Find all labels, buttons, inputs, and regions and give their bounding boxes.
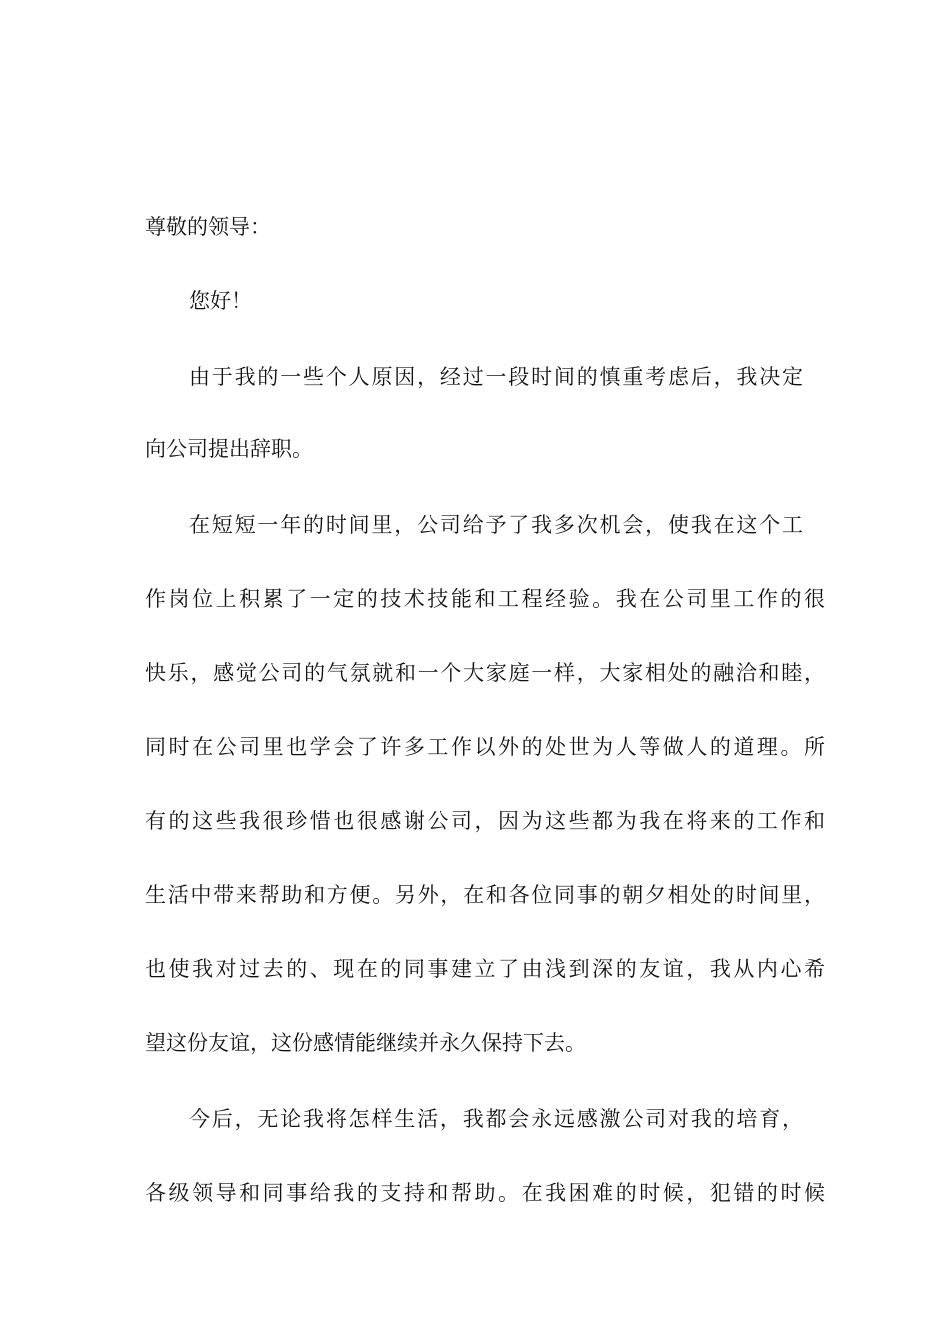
paragraph-line: 快乐，感觉公司的气氛就和一个大家庭一样，大家相处的融洽和睦，	[145, 661, 825, 685]
paragraph-line: 各级领导和同事给我的支持和帮助。在我困难的时候，犯错的时候	[145, 1181, 825, 1205]
paragraph-line: 生活中带来帮助和方便。另外，在和各位同事的朝夕相处的时间里，	[145, 883, 825, 907]
paragraph-line: 作岗位上积累了一定的技术技能和工程经验。我在公司里工作的很	[145, 587, 825, 611]
paragraph-line: 由于我的一些个人原因，经过一段时间的慎重考虑后，我决定	[189, 365, 803, 389]
greeting: 您好！	[189, 289, 252, 313]
paragraph-line: 向公司提出辞职。	[145, 437, 313, 461]
paragraph-line: 今后，无论我将怎样生活，我都会永远感激公司对我的培育，	[189, 1107, 803, 1131]
paragraph-line: 在短短一年的时间里，公司给予了我多次机会，使我在这个工	[189, 513, 803, 537]
paragraph-line: 望这份友谊，这份感情能继续并永久保持下去。	[145, 1031, 586, 1055]
paragraph-line: 也使我对过去的、现在的同事建立了由浅到深的友谊，我从内心希	[145, 957, 825, 981]
paragraph-line: 有的这些我很珍惜也很感谢公司，因为这些都为我在将来的工作和	[145, 809, 825, 833]
salutation: 尊敬的领导：	[145, 215, 271, 239]
paragraph-line: 同时在公司里也学会了许多工作以外的处世为人等做人的道理。所	[145, 735, 825, 759]
